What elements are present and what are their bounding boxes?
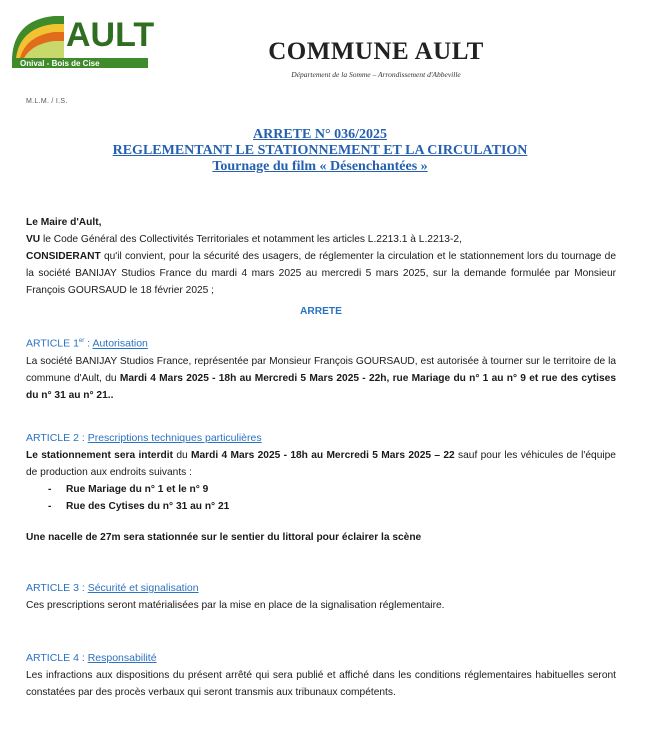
article-3-text: Ces prescriptions seront matérialisées par la mise en place de la signalisation réglementaire. — [26, 600, 445, 611]
arrete-film: Tournage du film « Désenchantées » — [212, 159, 428, 174]
vu-paragraph: VU le Code Général des Collectivités Territoriales et notamment les articles L.2213.1 à L.2213-2, — [26, 234, 462, 245]
maire-line: Le Maire d'Ault, — [26, 217, 102, 228]
department-line: Département de la Somme – Arrondissement d'Abbeville — [291, 70, 461, 79]
commune-title: COMMUNE AULT — [268, 38, 484, 65]
reference-code: M.L.M. / I.S. — [26, 98, 68, 105]
article-1-text: La société BANIJAY Studios France, représentée par Monsieur François GOURSAUD, est autorisée à tourner sur le territoire de la commune d'Ault, du Mardi 4 Mars 2025 - 18h au Mercredi 5 Mars 2025 - 22h, rue Mariage du n° 1 au n° 9 et rue des cytises du n° 31 au n° 21.. — [26, 355, 616, 401]
list-item: - Rue Mariage du n° 1 et le n° 9 — [48, 481, 616, 498]
article-2-heading: ARTICLE 2 : Prescriptions techniques particulières — [26, 432, 262, 444]
considerant-paragraph: CONSIDERANT qu'il convient, pour la sécurité des usagers, de réglementer la circulation et le stationnement lors du tournage de la société BANIJAY Studios France du mardi 4 mars 2025 au mercredi 5 mars 2025, sur la demande formulée par Monsieur François GOURSAUD le 18 février 2025 ; — [26, 251, 616, 296]
nacelle-line: Une nacelle de 27m sera stationnée sur le sentier du littoral pour éclairer la scène — [26, 532, 422, 543]
article-4-text: Les infractions aux dispositions du présent arrêté qui sera publié et affiché dans les conditions réglementaires habituelles seront constatées par des procès verbaux qui seront transmis aux tribunaux compétents. — [26, 670, 616, 698]
article-4 — [26, 650, 616, 701]
arrete-subject: REGLEMENTANT LE STATIONNEMENT ET LA CIRCULATION — [112, 143, 528, 158]
article-1 — [26, 333, 616, 404]
list-item: - Rue des Cytises du n° 31 au n° 21 — [48, 498, 616, 515]
article-4-heading: ARTICLE 4 : Responsabilité — [26, 652, 157, 664]
preamble — [26, 214, 616, 320]
article-3 — [26, 580, 616, 614]
arrete-heading: ARRETE — [300, 306, 342, 317]
article-1-heading: ARTICLE 1er : Autorisation — [26, 337, 148, 350]
logo-subtitle: Onival - Bois de Cise — [20, 59, 100, 68]
logo-text: AULT — [66, 16, 155, 54]
article-3-heading: ARTICLE 3 : Sécurité et signalisation — [26, 582, 199, 594]
article-2-text: Le stationnement sera interdit du Mardi 4 Mars 2025 - 18h au Mercredi 5 Mars 2025 – 22 sauf pour les véhicules de l'équipe de production aux endroits suivants : — [26, 450, 616, 478]
arrete-number: ARRETE N° 036/2025 — [253, 127, 387, 142]
street-list — [26, 481, 616, 515]
ault-logo — [8, 8, 156, 78]
arrete-titles — [0, 127, 640, 175]
article-2 — [26, 430, 616, 546]
